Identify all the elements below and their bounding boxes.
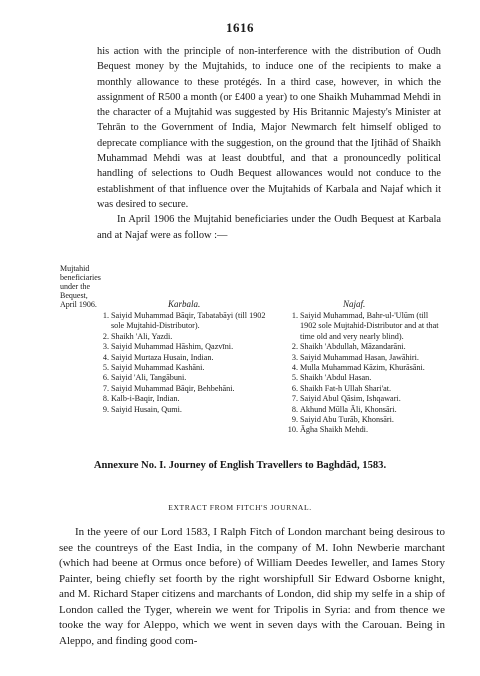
list-item (97, 384, 275, 394)
list-item (284, 353, 444, 363)
list-item-number: 4 . (284, 363, 298, 373)
list-item (284, 363, 444, 373)
body-text (97, 44, 441, 243)
list-item-number: 7 . (97, 384, 109, 394)
narrative: In the yeere of our Lord 1583, I Ralph Fitch of London marchant being desirous to see the countreys of the East India, in the company of M. Iohn Newberie marchant (which had beene at Ormus once before) of William Deedes Ieweller, and Iames Story Painter, being chiefly set foorth by the right worshipfull Sir Edward Osborne knight, and M. Richard Staper citizens and marchants of London, did ship my selfe in a ship of London called the Tyger, wherein we went for Tripolis in Syria: and from thence we tooke the way for Aleppo, which we went in seven days with the Carouan. Being in Aleppo, and finding good com- (59, 526, 445, 647)
list-item (284, 373, 444, 383)
list-item-text: Akhund Mūlla Āli, Khonsāri. (300, 404, 397, 414)
list-item-text: Saiyid Abu Turāb, Khonsāri. (300, 415, 394, 425)
list-item (97, 373, 275, 383)
list-item-text: Saiyid Muhammad Hāshim, Qazvīni. (111, 342, 234, 352)
list-item-text: Āgha Shaikh Mehdi. (300, 425, 368, 435)
najaf-list (284, 311, 444, 436)
margin-note: Mujtahid beneficiaries under the Bequest, April 1906. (60, 264, 101, 309)
list-item-text: Saiyid Murtaza Husain, Indian. (111, 352, 214, 362)
list-item-text: Saiyid Husain, Qumi. (111, 404, 182, 414)
list-item (97, 394, 275, 404)
list-item-number: 6 . (97, 373, 109, 383)
list-item-number: 9 . (97, 405, 109, 415)
list-item-number: 2 . (97, 332, 109, 342)
list-item-number: 1 . (284, 311, 298, 321)
list-item-text: Saiyid Abul Qāsim, Ishqawari. (300, 394, 401, 404)
list-item-text: Saiyid Muhammad Hasan, Jawāhiri. (300, 352, 419, 362)
list-item-text: Saiyid 'Ali, Tangābuni. (111, 373, 187, 383)
list-item-number: 5 . (97, 363, 109, 373)
list-item-number: 8 . (97, 394, 109, 404)
list-item-text: Mulla Muhammad Kāzim, Khurāsāni. (300, 363, 425, 373)
list-item-text: Shaikh 'Abdul Hasan. (300, 373, 372, 383)
list-item-number: 7 . (284, 394, 298, 404)
list-item (284, 394, 444, 404)
list-item (284, 311, 444, 342)
list-item (97, 353, 275, 363)
list-item (97, 342, 275, 352)
list-item (284, 425, 444, 435)
najaf-heading: Najaf. (343, 299, 366, 309)
annexure-title: Annexure No. I. Journey of English Travellers to Baghdād, 1583. (93, 460, 387, 471)
list-item (97, 405, 275, 415)
list-item-number: 4 . (97, 353, 109, 363)
paragraph: his action with the principle of non-interference with the distribution of Oudh Bequest money by the Mujtahids, to induce one of the recipients to make a monthly allowance to these protégés. In a third case, however, in which the assignment of R500 a month (or £400 a year) to one Shaikh Muhammad Mehdi in the character of a Mujtahid was suggested by His Britannic Majesty's Minister at Tehrān to the Government of India, Major Newmarch felt himself obliged to deprecate compliance with the suggestion, on the ground that the Ijtihād of Shaikh Muhammad Mehdi was at least doubtful, and that a pronouncedly political handling of selections to Oudh Bequest allowances would not conduce to the establishment of that influence over the Mujtahids of Karbala and Najaf which it was desired to secure. (97, 46, 441, 210)
list-item (284, 405, 444, 415)
list-item-number: 8 . (284, 405, 298, 415)
list-item-number: 1 . (97, 311, 109, 321)
list-item-text: Shaikh Fat-h Ullah Shari'at. (300, 383, 392, 393)
list-item-number: 2 . (284, 342, 298, 352)
list-item (97, 332, 275, 342)
list-item-number: 5 . (284, 373, 298, 383)
list-item-number: 3 . (284, 353, 298, 363)
list-item-text: Saiyid Muhammad, Bahr-ul-'Ulūm (till 1902 sole Mujtahid-Distributor and at that time old and very nearly blind). (300, 311, 439, 341)
list-item-number: 6 . (284, 384, 298, 394)
list-item-number: 9 . (284, 415, 298, 425)
list-item-text: Saiyid Muhammad Bāqir, Behbehāni. (111, 383, 235, 393)
list-item-number: 10 . (284, 425, 298, 435)
page-number: 1616 (226, 20, 254, 35)
paragraph: In April 1906 the Mujtahid beneficiaries under the Oudh Bequest at Karbala and at Najaf were as follow :— (97, 214, 441, 241)
list-item-text: Shaikh 'Abdullah, Māzandarāni. (300, 342, 406, 352)
list-item-text: Shaikh 'Ali, Yazdi. (111, 331, 173, 341)
list-item-text: Kalb-i-Baqir, Indian. (111, 394, 180, 404)
karbala-list (97, 311, 275, 415)
karbala-heading: Karbala. (168, 299, 201, 309)
list-item-text: Saiyid Muhammad Bāqir, Tabatabāyi (till 1902 sole Mujtahid-Distributor). (111, 311, 266, 331)
list-item (97, 363, 275, 373)
list-item (284, 342, 444, 352)
extract-heading: EXTRACT FROM FITCH'S JOURNAL. (168, 503, 312, 512)
list-item (284, 415, 444, 425)
list-item-text: Saiyid Muhammad Kashāni. (111, 363, 205, 373)
list-item-number: 3 . (97, 342, 109, 352)
list-item (97, 311, 275, 332)
list-item (284, 384, 444, 394)
